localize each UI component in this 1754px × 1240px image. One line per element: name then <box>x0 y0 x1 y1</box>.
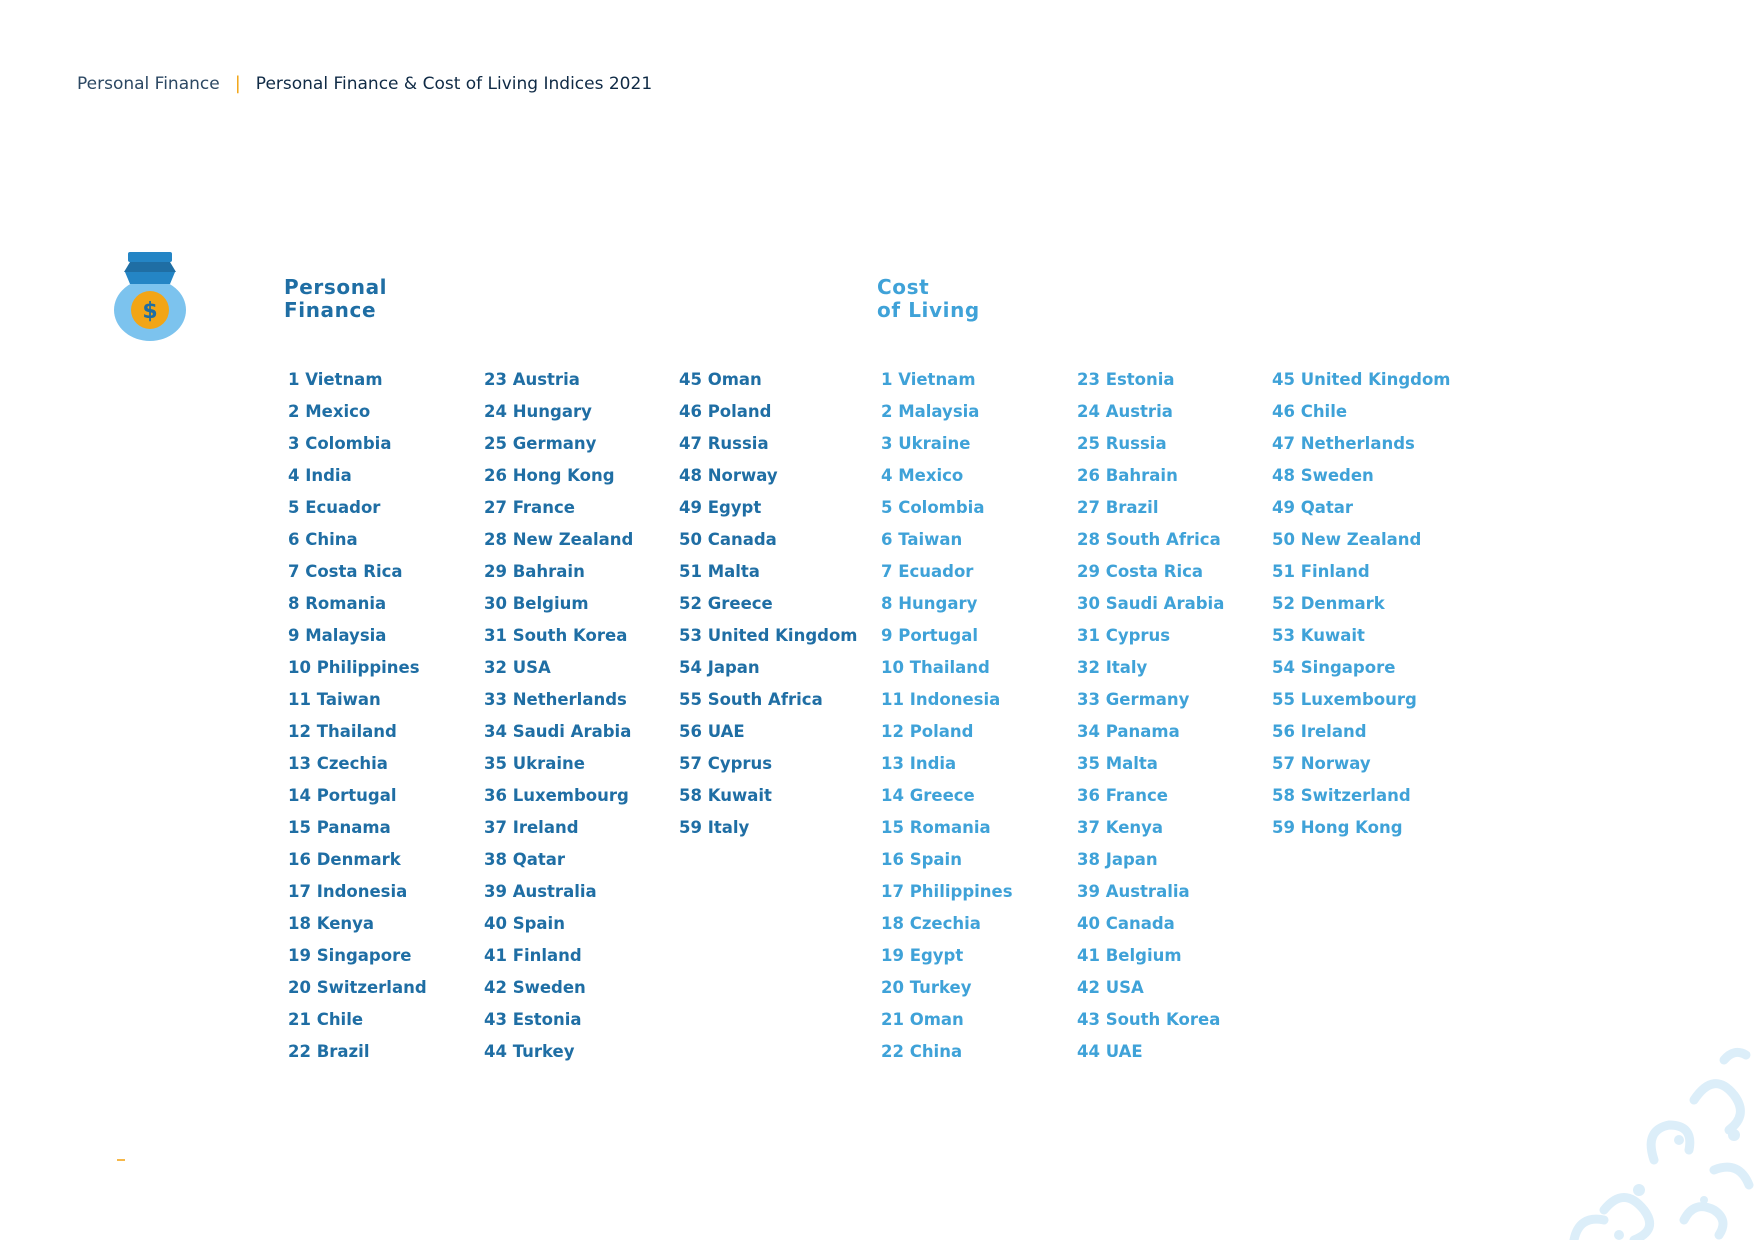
ranking-item: 1 Vietnam <box>881 370 976 389</box>
ranking-item: 13 Czechia <box>288 754 388 773</box>
ranking-item: 55 South Africa <box>679 690 823 709</box>
ranking-item: 21 Chile <box>288 1010 364 1029</box>
ranking-item: 25 Germany <box>484 434 597 453</box>
ranking-item: 12 Poland <box>881 722 974 741</box>
ranking-item: 39 Australia <box>484 882 597 901</box>
ranking-item: 11 Indonesia <box>881 690 1001 709</box>
ranking-item: 39 Australia <box>1077 882 1190 901</box>
ranking-item: 18 Kenya <box>288 914 375 933</box>
ranking-item: 36 France <box>1077 786 1168 805</box>
ranking-item: 8 Hungary <box>881 594 978 613</box>
personal-finance-column-1 <box>288 364 427 1068</box>
ranking-item: 16 Denmark <box>288 850 401 869</box>
ranking-item: 24 Austria <box>1077 402 1173 421</box>
ranking-item: 47 Netherlands <box>1272 434 1415 453</box>
ranking-item: 49 Qatar <box>1272 498 1354 517</box>
ranking-item: 29 Costa Rica <box>1077 562 1204 581</box>
ranking-item: 40 Spain <box>484 914 565 933</box>
ranking-item: 34 Panama <box>1077 722 1180 741</box>
ranking-item: 32 USA <box>484 658 551 677</box>
ranking-item: 17 Philippines <box>881 882 1013 901</box>
ranking-item: 33 Netherlands <box>484 690 627 709</box>
cost-of-living-column-3 <box>1272 364 1450 844</box>
ranking-item: 15 Panama <box>288 818 391 837</box>
ranking-item: 33 Germany <box>1077 690 1190 709</box>
ranking-item: 50 New Zealand <box>1272 530 1422 549</box>
ranking-item: 37 Kenya <box>1077 818 1164 837</box>
ranking-item: 48 Norway <box>679 466 778 485</box>
ranking-item: 58 Switzerland <box>1272 786 1411 805</box>
ranking-item: 34 Saudi Arabia <box>484 722 632 741</box>
ranking-item: 4 Mexico <box>881 466 964 485</box>
ranking-item: 35 Malta <box>1077 754 1158 773</box>
ranking-item: 59 Italy <box>679 818 750 837</box>
ranking-item: 30 Belgium <box>484 594 589 613</box>
ranking-item: 54 Singapore <box>1272 658 1396 677</box>
ranking-item: 14 Portugal <box>288 786 397 805</box>
ranking-item: 2 Malaysia <box>881 402 980 421</box>
money-bag-dollar-icon <box>112 250 188 344</box>
ranking-item: 12 Thailand <box>288 722 397 741</box>
ranking-item: 14 Greece <box>881 786 975 805</box>
ranking-item: 27 France <box>484 498 575 517</box>
ranking-item: 51 Malta <box>679 562 760 581</box>
ranking-item: 46 Poland <box>679 402 772 421</box>
ranking-item: 52 Denmark <box>1272 594 1385 613</box>
ranking-item: 18 Czechia <box>881 914 981 933</box>
ranking-item: 22 Brazil <box>288 1042 370 1061</box>
ranking-item: 11 Taiwan <box>288 690 381 709</box>
ranking-item: 17 Indonesia <box>288 882 408 901</box>
ranking-item: 19 Singapore <box>288 946 412 965</box>
ranking-item: 44 Turkey <box>484 1042 575 1061</box>
ranking-item: 23 Estonia <box>1077 370 1175 389</box>
ranking-item: 41 Belgium <box>1077 946 1182 965</box>
ranking-item: 41 Finland <box>484 946 582 965</box>
ranking-item: 15 Romania <box>881 818 991 837</box>
ranking-item: 37 Ireland <box>484 818 579 837</box>
ranking-item: 24 Hungary <box>484 402 592 421</box>
ranking-item: 9 Portugal <box>881 626 979 645</box>
cost-of-living-title: Cost of Living <box>877 275 980 322</box>
ranking-item: 1 Vietnam <box>288 370 383 389</box>
breadcrumb <box>77 73 652 94</box>
ranking-item: 31 Cyprus <box>1077 626 1171 645</box>
ranking-item: 42 USA <box>1077 978 1144 997</box>
ranking-item: 26 Hong Kong <box>484 466 615 485</box>
ranking-item: 6 Taiwan <box>881 530 963 549</box>
ranking-item: 10 Thailand <box>881 658 990 677</box>
personal-finance-title: Personal Finance <box>284 275 388 322</box>
ranking-item: 29 Bahrain <box>484 562 585 581</box>
ranking-item: 8 Romania <box>288 594 387 613</box>
ranking-item: 43 Estonia <box>484 1010 582 1029</box>
ranking-item: 45 United Kingdom <box>1272 370 1451 389</box>
ranking-item: 31 South Korea <box>484 626 628 645</box>
ranking-item: 58 Kuwait <box>679 786 772 805</box>
ranking-item: 9 Malaysia <box>288 626 387 645</box>
ranking-item: 13 India <box>881 754 957 773</box>
svg-text:$: $ <box>142 299 158 324</box>
ranking-item: 30 Saudi Arabia <box>1077 594 1225 613</box>
ranking-item: 35 Ukraine <box>484 754 585 773</box>
ranking-item: 43 South Korea <box>1077 1010 1221 1029</box>
ranking-item: 44 UAE <box>1077 1042 1143 1061</box>
ranking-item: 38 Qatar <box>484 850 566 869</box>
ranking-item: 25 Russia <box>1077 434 1167 453</box>
ranking-item: 46 Chile <box>1272 402 1348 421</box>
ranking-item: 7 Costa Rica <box>288 562 403 581</box>
ranking-item: 27 Brazil <box>1077 498 1159 517</box>
ranking-item: 2 Mexico <box>288 402 371 421</box>
ranking-item: 32 Italy <box>1077 658 1148 677</box>
ranking-item: 40 Canada <box>1077 914 1175 933</box>
ranking-item: 50 Canada <box>679 530 777 549</box>
ranking-item: 21 Oman <box>881 1010 964 1029</box>
ranking-item: 20 Switzerland <box>288 978 427 997</box>
ranking-item: 56 UAE <box>679 722 745 741</box>
ranking-item: 53 Kuwait <box>1272 626 1365 645</box>
ranking-item: 7 Ecuador <box>881 562 974 581</box>
ranking-item: 49 Egypt <box>679 498 762 517</box>
ranking-item: 16 Spain <box>881 850 962 869</box>
breadcrumb-separator: | <box>234 73 241 94</box>
personal-finance-column-3 <box>679 364 857 844</box>
decorative-dash <box>117 1159 125 1161</box>
ranking-item: 53 United Kingdom <box>679 626 858 645</box>
ranking-item: 28 New Zealand <box>484 530 634 549</box>
ranking-item: 6 China <box>288 530 358 549</box>
ranking-item: 54 Japan <box>679 658 760 677</box>
ranking-item: 3 Colombia <box>288 434 392 453</box>
ranking-item: 59 Hong Kong <box>1272 818 1403 837</box>
ranking-item: 51 Finland <box>1272 562 1370 581</box>
ranking-item: 48 Sweden <box>1272 466 1374 485</box>
ranking-item: 57 Cyprus <box>679 754 773 773</box>
ranking-item: 5 Ecuador <box>288 498 381 517</box>
cost-of-living-column-2 <box>1077 364 1224 1068</box>
ranking-item: 26 Bahrain <box>1077 466 1178 485</box>
ranking-item: 52 Greece <box>679 594 773 613</box>
ranking-item: 36 Luxembourg <box>484 786 629 805</box>
ranking-item: 10 Philippines <box>288 658 420 677</box>
ranking-item: 47 Russia <box>679 434 769 453</box>
ranking-item: 28 South Africa <box>1077 530 1221 549</box>
ranking-item: 5 Colombia <box>881 498 985 517</box>
ranking-item: 4 India <box>288 466 352 485</box>
ranking-item: 45 Oman <box>679 370 762 389</box>
ranking-item: 22 China <box>881 1042 963 1061</box>
ranking-item: 38 Japan <box>1077 850 1158 869</box>
ranking-item: 56 Ireland <box>1272 722 1367 741</box>
personal-finance-column-2 <box>484 364 633 1068</box>
breadcrumb-current: Personal Finance & Cost of Living Indices 2021 <box>255 73 653 94</box>
ranking-item: 55 Luxembourg <box>1272 690 1417 709</box>
cost-of-living-column-1 <box>881 364 1013 1068</box>
ranking-item: 3 Ukraine <box>881 434 971 453</box>
breadcrumb-root[interactable]: Personal Finance <box>77 73 220 94</box>
ranking-item: 57 Norway <box>1272 754 1371 773</box>
ranking-item: 23 Austria <box>484 370 580 389</box>
decorative-swirl-pattern <box>1454 1040 1754 1240</box>
ranking-item: 19 Egypt <box>881 946 964 965</box>
ranking-item: 20 Turkey <box>881 978 972 997</box>
ranking-item: 42 Sweden <box>484 978 586 997</box>
